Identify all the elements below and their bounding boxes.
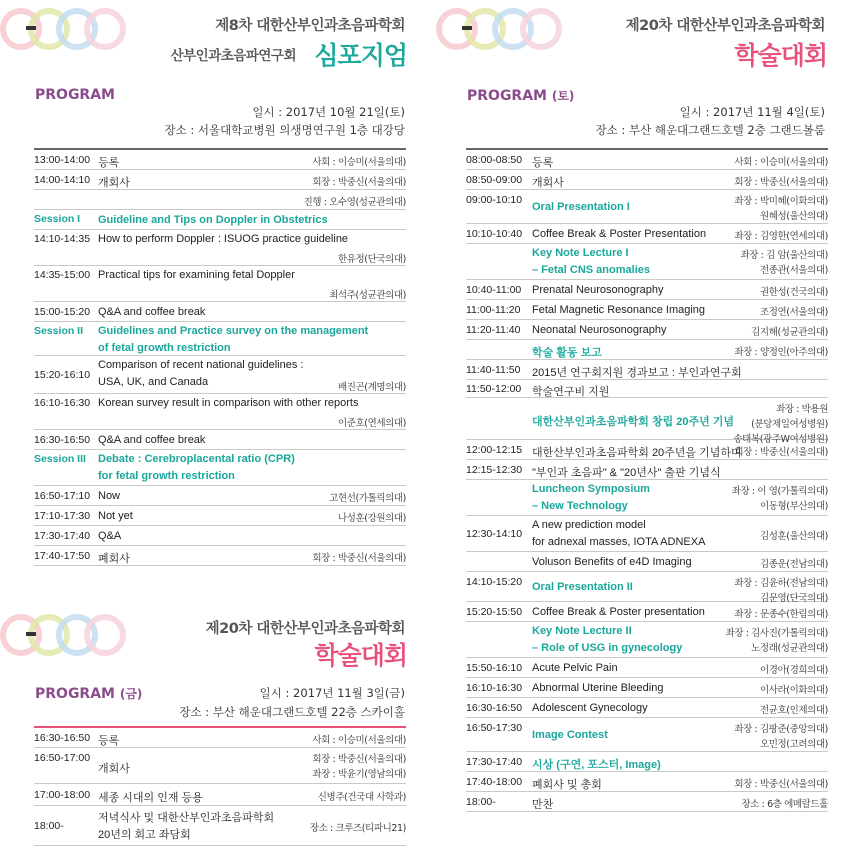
row-title: 폐회사 bbox=[98, 552, 130, 565]
row-title: Coffee Break & Poster Presentation bbox=[532, 227, 707, 240]
table-row bbox=[466, 718, 828, 752]
table-row bbox=[466, 658, 828, 678]
row-title: 만찬 bbox=[532, 798, 554, 811]
row-time: 11:50-12:00 bbox=[466, 382, 522, 395]
row-time: 15:20-15:50 bbox=[466, 605, 523, 618]
row-time: 17:10-17:30 bbox=[34, 509, 91, 522]
row-title: Image Contest bbox=[532, 728, 608, 741]
role-text: 좌장 : 이 영(가톨릭의대) bbox=[731, 486, 828, 497]
table-row bbox=[466, 190, 828, 224]
table-row bbox=[34, 546, 406, 566]
row-title: 등록 bbox=[532, 156, 554, 169]
table-row bbox=[34, 728, 406, 748]
role-text: 권한성(건국의대) bbox=[759, 286, 828, 298]
table-row bbox=[34, 394, 406, 430]
role-line3: 송태복(광주W여성병원) bbox=[733, 434, 828, 445]
header-rings-left-bottom bbox=[0, 612, 120, 658]
role-text: 회장 : 박중신(서울의대) bbox=[734, 176, 828, 188]
row-time: Session II bbox=[34, 325, 84, 337]
table-row bbox=[34, 486, 406, 506]
role-text: 좌장 : 김영한(연세의대) bbox=[734, 230, 828, 242]
table-row bbox=[34, 748, 406, 784]
row-title: Acute Pelvic Pain bbox=[532, 661, 618, 674]
row-title: A new prediction model bbox=[532, 519, 646, 531]
role-text: 회장 : 박중신(서울의대) bbox=[734, 446, 828, 458]
table-row bbox=[466, 280, 828, 300]
row-title: Not yet bbox=[98, 509, 133, 522]
row-title: 학술 활동 보고 bbox=[532, 346, 602, 359]
row-time: 14:35-15:00 bbox=[34, 269, 91, 281]
r-program-label bbox=[467, 87, 574, 104]
role-text: 사회 : 이승미(서울의대) bbox=[312, 734, 406, 746]
table-row bbox=[466, 170, 828, 190]
role-line2: (분당제일여성병원) bbox=[751, 419, 828, 430]
row-time: 13:00-14:00 bbox=[34, 153, 91, 166]
table-row bbox=[466, 224, 828, 244]
row-title: Korean survey result in comparison with other reports bbox=[98, 397, 359, 409]
table-row bbox=[466, 516, 828, 552]
role-text: 좌장 : 김윤하(전남의대) bbox=[734, 578, 828, 589]
row-time: 15:00-15:20 bbox=[34, 305, 91, 318]
table-row bbox=[466, 150, 828, 170]
role-text: 좌장 : 박미혜(이화의대) bbox=[734, 196, 828, 207]
row-time: 11:00-11:20 bbox=[466, 303, 521, 316]
row-title: Adolescent Gynecology bbox=[532, 701, 648, 714]
table-row bbox=[466, 752, 828, 772]
lt-program-table bbox=[34, 148, 406, 568]
row-title: Q&A and coffee break bbox=[98, 305, 206, 318]
row-title: Coffee Break & Poster presentation bbox=[532, 605, 705, 618]
row-time: 18:00- bbox=[34, 819, 64, 832]
table-row bbox=[466, 772, 828, 792]
row-title: Guideline and Tips on Doppler in Obstetrics bbox=[98, 213, 328, 226]
table-row bbox=[466, 440, 828, 460]
role-text: 회장 : 박중신(서울의대) bbox=[312, 552, 406, 564]
row-title: 시상 (구연, 포스터, Image) bbox=[532, 758, 661, 771]
row-title: Key Note Lecture II bbox=[532, 625, 632, 637]
table-row bbox=[34, 430, 406, 450]
row-time: 18:00- bbox=[466, 795, 496, 808]
role-text: 회장 : 박중신(서울의대) bbox=[734, 778, 828, 790]
role-line2: 최석주(성균관의대) bbox=[329, 290, 406, 301]
role-text: 장소 : 6층 에메랄드홀 bbox=[741, 798, 828, 810]
table-row bbox=[466, 398, 828, 445]
row-time: 12:15-12:30 bbox=[466, 463, 523, 476]
row-title: How to perform Doppler : ISUOG practice guideline bbox=[98, 233, 349, 245]
table-row bbox=[466, 480, 828, 516]
row-time: 16:10-16:30 bbox=[34, 397, 91, 409]
table-row bbox=[466, 678, 828, 698]
row-title: Oral Presentation I bbox=[532, 200, 630, 213]
row-title: Key Note Lecture I bbox=[532, 247, 629, 259]
row-time: 12:30-14:10 bbox=[466, 527, 523, 540]
row-title: Practical tips for examining fetal Doppler bbox=[98, 269, 295, 281]
role-line2: 전종관(서울의대) bbox=[759, 265, 828, 276]
lb-program-text: PROGRAM bbox=[35, 686, 115, 702]
lt-program-label: PROGRAM bbox=[35, 87, 115, 103]
table-row bbox=[34, 210, 406, 230]
lb-main-title: 학술대회 bbox=[314, 641, 407, 670]
row-time: 10:10-10:40 bbox=[466, 227, 523, 240]
role-line2: 노정래(성균관의대) bbox=[751, 643, 828, 654]
row-title: Q&A bbox=[98, 529, 122, 542]
row-time: 16:30-16:50 bbox=[34, 731, 91, 744]
row-time: 09:00-10:10 bbox=[466, 194, 523, 206]
role-text: 전균호(인제의대) bbox=[759, 704, 828, 716]
row-time: 11:40-11:50 bbox=[466, 363, 521, 376]
r-program-day: (토) bbox=[551, 89, 575, 103]
role-text: 고현선(가톨릭의대) bbox=[329, 492, 406, 504]
table-row bbox=[466, 300, 828, 320]
table-row bbox=[34, 526, 406, 546]
row-time: 11:20-11:40 bbox=[466, 323, 521, 336]
lt-subtitle-2: 산부인과초음파연구회 bbox=[170, 48, 296, 64]
table-row bbox=[34, 450, 406, 486]
row-title-line2: – Fetal CNS anomalies bbox=[532, 264, 650, 276]
role-line2: 오민정(고려의대) bbox=[759, 739, 828, 750]
row-time: 12:00-12:15 bbox=[466, 443, 523, 456]
row-title: 개회사 bbox=[98, 762, 130, 775]
lb-program-day: (금) bbox=[119, 687, 143, 701]
table-row bbox=[466, 602, 828, 622]
table-row bbox=[34, 322, 406, 356]
role-text: 좌장 : 문종수(한림의대) bbox=[734, 608, 828, 620]
row-title: Now bbox=[98, 489, 121, 502]
table-row bbox=[466, 320, 828, 340]
lt-date: 일시 : 2017년 10월 21일(토) bbox=[252, 105, 405, 119]
r-program-text: PROGRAM bbox=[467, 88, 547, 104]
lb-place: 장소 : 부산 해운대그랜드호텔 22층 스카이홀 bbox=[179, 705, 405, 719]
role-text: 김성훈(울산의대) bbox=[759, 530, 828, 542]
role-text: 이사라(이화의대) bbox=[759, 684, 828, 696]
row-time: Session III bbox=[34, 453, 86, 465]
role-text: 좌장 : 박용원 bbox=[776, 404, 828, 415]
role-text: 좌장 : 김팡준(중앙의대) bbox=[734, 724, 828, 735]
lb-program-label bbox=[35, 685, 142, 702]
lt-main-title: 심포지엄 bbox=[314, 41, 407, 70]
row-title: 등록 bbox=[98, 734, 120, 747]
role-text: 좌장 : 김 암(울산의대) bbox=[740, 250, 828, 261]
row-title: Guidelines and Practice survey on the management bbox=[98, 325, 369, 337]
row-time: 16:50-17:30 bbox=[466, 722, 523, 734]
table-row bbox=[466, 552, 828, 572]
lb-date: 일시 : 2017년 11월 3일(금) bbox=[259, 686, 405, 700]
r-date: 일시 : 2017년 11월 4일(토) bbox=[679, 105, 825, 119]
lt-place: 장소 : 서울대학교병원 의생명연구원 1층 대강당 bbox=[164, 123, 405, 137]
role-line2: 배진곤(계명의대) bbox=[337, 382, 406, 393]
role-line2: 김문영(단국의대) bbox=[759, 593, 828, 604]
row-time: 17:00-18:00 bbox=[34, 788, 91, 801]
row-time: 15:20-16:10 bbox=[34, 368, 91, 381]
table-row bbox=[466, 572, 828, 602]
role-text: 사회 : 이승미(서울의대) bbox=[734, 156, 828, 168]
table-row bbox=[466, 340, 828, 360]
row-time: 17:30-17:40 bbox=[34, 529, 91, 542]
role-line2: 원혜성(울산의대) bbox=[759, 211, 828, 222]
role-text: 장소 : 크루즈(티파니21) bbox=[309, 822, 406, 834]
row-time: 17:40-18:00 bbox=[466, 775, 523, 788]
row-time: 16:10-16:30 bbox=[466, 681, 523, 694]
role-text: 신병주(건국대 사학과) bbox=[317, 791, 406, 803]
table-row bbox=[34, 506, 406, 526]
table-row bbox=[466, 698, 828, 718]
row-title-line2: for fetal growth restriction bbox=[98, 470, 235, 482]
table-row bbox=[466, 622, 828, 658]
table-row bbox=[34, 150, 406, 170]
row-title-line2: of fetal growth restriction bbox=[98, 342, 231, 354]
row-time: 17:40-17:50 bbox=[34, 549, 91, 562]
row-title: 개회사 bbox=[98, 176, 130, 189]
row-title: Neonatal Neurosonography bbox=[532, 323, 667, 336]
row-title: 2015년 연구회지원 경과보고 : 부인과연구회 bbox=[532, 366, 742, 379]
row-title: 저녁식사 및 대한산부인과초음파학회 bbox=[98, 812, 275, 824]
row-title: 폐회사 및 총회 bbox=[532, 778, 602, 791]
r-main-title: 학술대회 bbox=[734, 41, 827, 70]
row-title: Fetal Magnetic Resonance Imaging bbox=[532, 303, 706, 316]
table-row bbox=[34, 784, 406, 806]
r-place: 장소 : 부산 해운대그랜드호텔 2층 그랜드볼룸 bbox=[595, 123, 825, 137]
row-title: 세종 시대의 인재 등용 bbox=[98, 791, 203, 804]
role-text: 좌장 : 김사진(가톨릭의대) bbox=[725, 628, 828, 639]
row-time: 14:10-15:20 bbox=[466, 576, 523, 588]
row-title: Luncheon Symposium bbox=[532, 483, 650, 495]
row-time: 08:00-08:50 bbox=[466, 153, 523, 166]
role-text: 진행 : 오수영(성균관의대) bbox=[303, 196, 406, 208]
table-row bbox=[466, 244, 828, 280]
table-row bbox=[466, 792, 828, 812]
row-title: Oral Presentation II bbox=[532, 580, 633, 593]
row-title: Comparison of recent national guidelines : bbox=[98, 359, 304, 371]
row-title: "부인과 초음파" & "20년사" 출판 기념식 bbox=[532, 466, 721, 479]
row-time: Session I bbox=[34, 213, 81, 225]
role-text: 회장 : 박중신(서울의대) bbox=[312, 176, 406, 188]
lb-program-table bbox=[34, 726, 406, 846]
table-row bbox=[34, 170, 406, 190]
row-title: Voluson Benefits of e4D Imaging bbox=[532, 555, 692, 568]
row-title: Prenatal Neurosonography bbox=[532, 283, 664, 296]
table-row bbox=[34, 266, 406, 302]
table-row bbox=[466, 380, 828, 398]
role-text: 조정연(서울의대) bbox=[759, 306, 828, 318]
role-text: 김지해(성균관의대) bbox=[751, 326, 828, 338]
table-row bbox=[34, 806, 406, 846]
role-text: 좌장 : 양정인(아주의대) bbox=[734, 346, 828, 358]
role-text: 나성훈(강원의대) bbox=[337, 512, 406, 524]
row-title-line2: – New Technology bbox=[532, 500, 628, 512]
role-text: 회장 : 박중신(서울의대) bbox=[312, 754, 406, 765]
role-line2: 이준호(연세의대) bbox=[337, 418, 406, 429]
role-line2: 이동형(부산의대) bbox=[759, 501, 828, 512]
role-line2: 한유정(단국의대) bbox=[337, 254, 406, 265]
row-title: 대한산부인과초음파학회 20주년을 기념하며 bbox=[532, 446, 742, 459]
role-text: 사회 : 이승미(서울의대) bbox=[312, 156, 406, 168]
row-title: Q&A and coffee break bbox=[98, 433, 206, 446]
row-title: Debate : Cerebroplacental ratio (CPR) bbox=[98, 453, 295, 465]
r-subtitle: 제20차 대한산부인과초음파학회 bbox=[625, 18, 825, 34]
row-time: 14:00-14:10 bbox=[34, 173, 91, 186]
row-time: 16:50-17:00 bbox=[34, 752, 91, 764]
table-row bbox=[34, 356, 406, 394]
row-time: 10:40-11:00 bbox=[466, 283, 522, 296]
row-title: 등록 bbox=[98, 156, 120, 169]
header-rings-right bbox=[436, 6, 556, 52]
table-row bbox=[34, 230, 406, 266]
row-title-line2: for adnexal masses, IOTA ADNEXA bbox=[532, 536, 706, 548]
row-time: 08:50-09:00 bbox=[466, 173, 523, 186]
role-text: 이경아(경희의대) bbox=[759, 664, 828, 676]
row-title-line2: – Role of USG in gynecology bbox=[532, 642, 683, 654]
table-row bbox=[466, 460, 828, 480]
header-rings-left-top bbox=[0, 6, 120, 52]
row-time: 14:10-14:35 bbox=[34, 233, 91, 245]
row-time: 16:50-17:10 bbox=[34, 489, 91, 502]
role-text: 김종운(전남의대) bbox=[759, 558, 828, 570]
table-row bbox=[466, 360, 828, 380]
table-row bbox=[34, 302, 406, 322]
row-title: 대한산부인과초음파학회 창립 20주년 기념 bbox=[532, 415, 735, 428]
row-title: 개회사 bbox=[532, 176, 564, 189]
row-time: 17:30-17:40 bbox=[466, 755, 523, 768]
row-time: 16:30-16:50 bbox=[34, 433, 91, 446]
row-title: Abnormal Uterine Bleeding bbox=[532, 681, 664, 694]
role-line2: 좌장 : 박윤기(영남의대) bbox=[312, 769, 406, 780]
lt-subtitle-1: 제8차 대한산부인과초음파학회 bbox=[215, 18, 405, 34]
row-time: 16:30-16:50 bbox=[466, 701, 523, 714]
r-program-table bbox=[466, 148, 828, 843]
row-title-line2: USA, UK, and Canada bbox=[98, 376, 209, 388]
row-time: 15:50-16:10 bbox=[466, 661, 523, 674]
row-title-line2: 20년의 회고 좌담회 bbox=[98, 829, 191, 841]
lb-subtitle: 제20차 대한산부인과초음파학회 bbox=[205, 621, 405, 637]
row-title: 학술연구비 지원 bbox=[532, 385, 610, 398]
table-row bbox=[34, 190, 406, 210]
